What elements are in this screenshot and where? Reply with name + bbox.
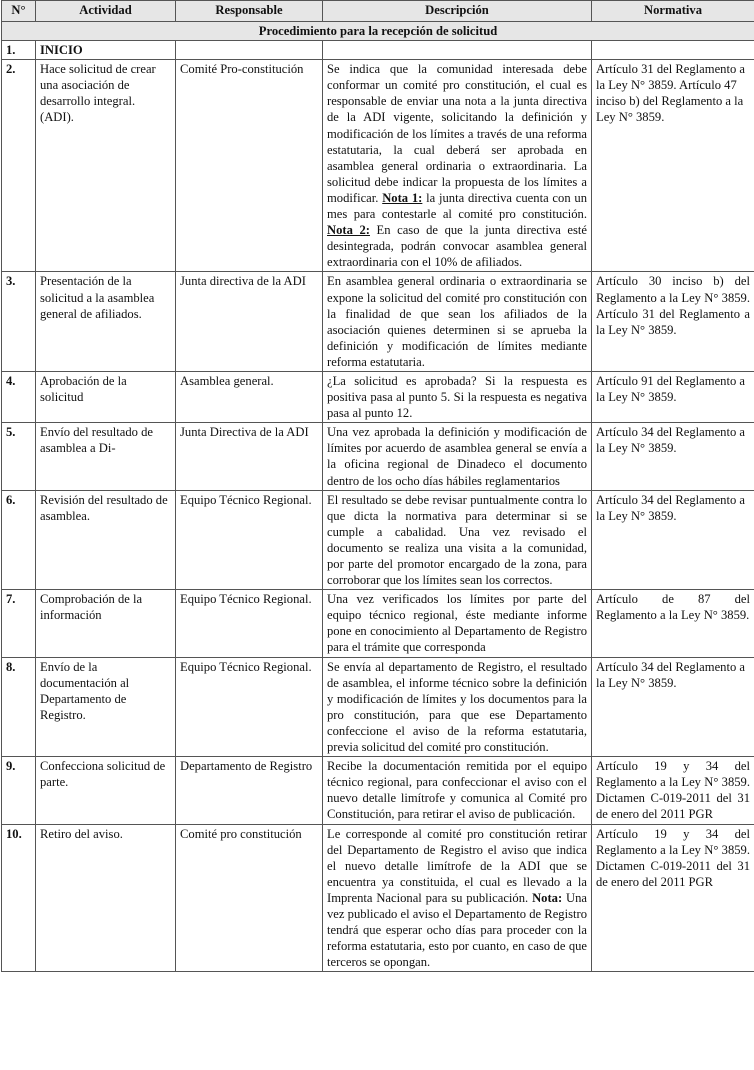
row-descripcion: El resultado se debe revisar puntualmente contra lo que dicta la normativa para determinar si se cumple a cabalidad. Una vez revisado el documento se realiza una visita a la comunidad, por parte del promotor encargado de la zona, para corroborar que los límites sean los correctos.	[323, 490, 592, 590]
row-descripcion: ¿La solicitud es aprobada? Si la respuesta es positiva pasa al punto 5. Si la respuesta es negativa pasa al punto 12.	[323, 371, 592, 422]
row-normativa: Artículo 34 del Reglamento a la Ley N° 3859.	[592, 657, 754, 757]
header-normativa: Normativa	[592, 1, 754, 22]
nota1-label: Nota 1:	[382, 190, 423, 205]
table-row	[2, 371, 754, 422]
row-actividad: Aprobación de la solicitud	[36, 371, 176, 422]
row-actividad: Retiro del aviso.	[36, 824, 176, 972]
table-row	[2, 490, 754, 590]
row-normativa: Artículo de 87 del Reglamento a la Ley N° 3859.	[592, 590, 754, 657]
row-normativa: Artículo 34 del Reglamento a la Ley N° 3859.	[592, 423, 754, 490]
row-responsable: Departamento de Registro	[176, 757, 323, 824]
row-num: 5.	[2, 423, 36, 490]
table-row	[2, 41, 754, 60]
row-num: 7.	[2, 590, 36, 657]
header-responsable: Responsable	[176, 1, 323, 22]
row-descripcion	[323, 60, 592, 272]
table-row	[2, 590, 754, 657]
nota2-text: En caso de que la junta directiva esté desintegrada, podrán convocar asamblea general extraordinaria con el 10% de afiliados.	[327, 223, 587, 270]
row-actividad: Hace solicitud de crear una asociación de desarrollo integral. (ADI).	[36, 60, 176, 272]
nota-text: Una vez publicado el aviso el Departamento de Registro tendrá que esperar ocho días para proceder con la reforma estatutaria, esto por cuanto, en caso de que terceros se opongan.	[327, 890, 587, 970]
table-row	[2, 60, 754, 272]
nota-label: Nota:	[532, 890, 563, 905]
row-num: 6.	[2, 490, 36, 590]
row-num: 4.	[2, 371, 36, 422]
row-actividad: Comprobación de la información	[36, 590, 176, 657]
row-normativa: Artículo 31 del Reglamento a la Ley N° 3859. Artículo 47 inciso b) del Reglamento a la Ley N° 3859.	[592, 60, 754, 272]
header-actividad: Actividad	[36, 1, 176, 22]
row-responsable	[176, 41, 323, 60]
table-header-row	[2, 1, 754, 22]
row-num: 10.	[2, 824, 36, 972]
row-actividad: Envío del resultado de asamblea a Di-	[36, 423, 176, 490]
row-responsable: Comité pro constitución	[176, 824, 323, 972]
row-actividad: Presentación de la solicitud a la asamblea general de afiliados.	[36, 272, 176, 372]
row-normativa: Artículo 30 inciso b) del Reglamento a la Ley N° 3859. Artículo 31 del Reglamento a la Ley N° 3859.	[592, 272, 754, 372]
row-actividad: Envío de la documentación al Departamento de Registro.	[36, 657, 176, 757]
row-responsable: Asamblea general.	[176, 371, 323, 422]
row-normativa: Artículo 91 del Reglamento a la Ley N° 3859.	[592, 371, 754, 422]
row-descripcion: Recibe la documentación remitida por el equipo técnico regional, para confeccionar el aviso con el nuevo detalle limítrofe y comunica al Comité pro Constitución, para retirar el aviso de publicación.	[323, 757, 592, 824]
table-row	[2, 423, 754, 490]
table-row	[2, 657, 754, 757]
table-row	[2, 824, 754, 972]
row-normativa: Artículo 19 y 34 del Reglamento a la Ley N° 3859. Dictamen C-019-2011 del 31 de enero del 2011 PGR	[592, 824, 754, 972]
procedure-table	[1, 0, 754, 972]
row-descripcion: En asamblea general ordinaria o extraordinaria se expone la solicitud del comité pro constitución con la finalidad de que sean los afiliados de la asociación quienes determinen si se aprueba la definición y modificación de límites mediante reforma estatutaria.	[323, 272, 592, 372]
row-descripcion	[323, 41, 592, 60]
row-normativa: Artículo 19 y 34 del Reglamento a la Ley N° 3859. Dictamen C-019-2011 del 31 de enero del 2011 PGR	[592, 757, 754, 824]
row-actividad: INICIO	[36, 41, 176, 60]
header-num: N°	[2, 1, 36, 22]
row-normativa: Artículo 34 del Reglamento a la Ley N° 3859.	[592, 490, 754, 590]
row-responsable: Junta directiva de la ADI	[176, 272, 323, 372]
row-descripcion: Una vez aprobada la definición y modificación de límites por acuerdo de asamblea general se envía a la oficina regional de Dinadeco el documento dentro de los ocho días hábiles reglamentarios	[323, 423, 592, 490]
descripcion-text: Le corresponde al comité pro constitución retirar del Departamento de Registro el aviso que indica el nuevo detalle limítrofe de la ADI que se encuentra ya constituida, el cual es llevado a la Imprenta Nacional para su publicación.	[327, 826, 587, 905]
section-row	[2, 22, 754, 41]
nota2-label: Nota 2:	[327, 223, 370, 238]
row-responsable: Comité Pro-constitución	[176, 60, 323, 272]
row-descripcion	[323, 824, 592, 972]
row-actividad: Revisión del resultado de asamblea.	[36, 490, 176, 590]
row-num: 8.	[2, 657, 36, 757]
table-row	[2, 757, 754, 824]
row-responsable: Equipo Técnico Regional.	[176, 590, 323, 657]
header-descripcion: Descripción	[323, 1, 592, 22]
nota1-text: la junta directiva cuenta con un mes para contestarle al comité pro constitución.	[327, 190, 587, 222]
row-actividad: Confecciona solicitud de parte.	[36, 757, 176, 824]
row-num: 9.	[2, 757, 36, 824]
row-num: 3.	[2, 272, 36, 372]
row-descripcion: Una vez verificados los límites por parte del equipo técnico regional, éste mediante informe pone en conocimiento al Departamento de Registro para el trámite que corresponda	[323, 590, 592, 657]
row-responsable: Equipo Técnico Regional.	[176, 657, 323, 757]
row-num: 1.	[2, 41, 36, 60]
row-num: 2.	[2, 60, 36, 272]
row-descripcion: Se envía al departamento de Registro, el resultado de asamblea, el informe técnico sobre la definición y modificación de límites y los documentos para la pro constitución, para que ese Departamento confeccione el aviso de la reforma estatutaria, previa solicitud del comité pro constitución.	[323, 657, 592, 757]
table-row	[2, 272, 754, 372]
row-responsable: Equipo Técnico Regional.	[176, 490, 323, 590]
row-normativa	[592, 41, 754, 60]
descripcion-text: Se indica que la comunidad interesada debe conformar un comité pro constitución, el cual es responsable de enviar una nota a la junta directiva de la ADI vigente, solicitando la definición y modificación de los límites a través de una reforma estatutaria, la cual deberá ser aprobada en asamblea general ordinaria o extraordinaria. La solicitud debe indicar la propuesta de los límites a modificar.	[327, 62, 587, 205]
row-responsable: Junta Directiva de la ADI	[176, 423, 323, 490]
section-title: Procedimiento para la recepción de solicitud	[2, 22, 754, 41]
